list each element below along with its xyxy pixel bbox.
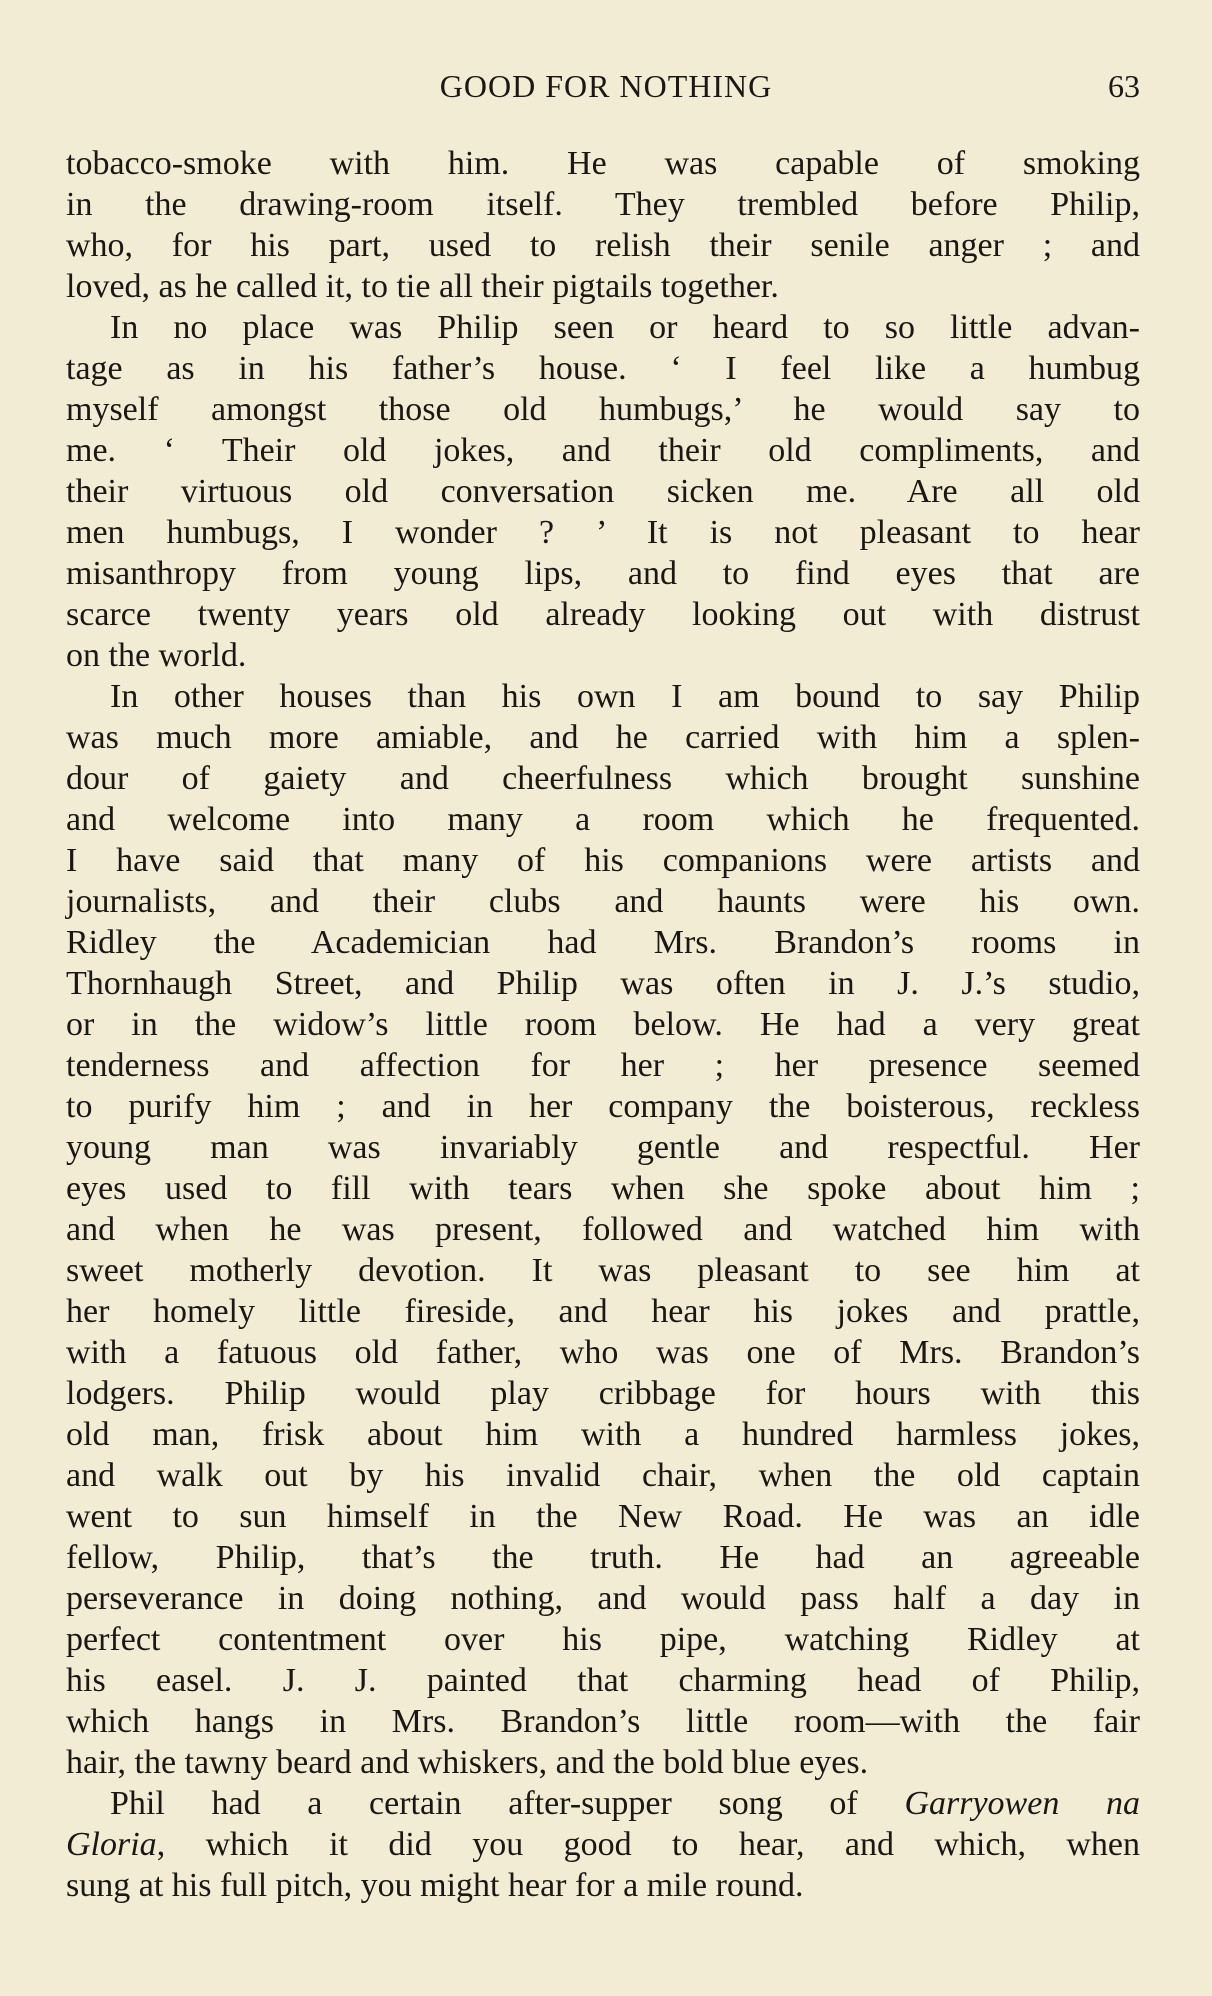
text-line: hair, the tawny beard and whiskers, and the bold blue eyes. bbox=[66, 1744, 869, 1781]
text-line: loved, as he called it, to tie all their pigtails together. bbox=[66, 268, 779, 305]
text-line: fellow, Philip, that’s the truth. He had an agreeable bbox=[66, 1539, 1140, 1576]
text-line: on the world. bbox=[66, 637, 247, 674]
text-line: tenderness and affection for her ; her presence seemed bbox=[66, 1047, 1140, 1084]
running-head bbox=[0, 64, 1212, 108]
text-line: her homely little fireside, and hear his jokes and prattle, bbox=[66, 1293, 1140, 1330]
text-run: Phil had a certain after-supper song of bbox=[110, 1785, 858, 1822]
text-line: and when he was present, followed and watched him with bbox=[66, 1211, 1140, 1248]
text-line: Thornhaugh Street, and Philip was often in J. J.’s studio, bbox=[66, 965, 1140, 1002]
text-line: went to sun himself in the New Road. He was an idle bbox=[66, 1498, 1140, 1535]
body-text bbox=[66, 143, 1140, 1906]
text-line: eyes used to fill with tears when she spoke about him ; bbox=[66, 1170, 1140, 1207]
text-line: I have said that many of his companions were artists and bbox=[66, 842, 1140, 879]
text-line: journalists, and their clubs and haunts were his own. bbox=[66, 883, 1140, 920]
text-line: myself amongst those old humbugs,’ he would say to bbox=[66, 391, 1140, 428]
song-title: Gloria bbox=[66, 1826, 157, 1863]
text-line: in the drawing-room itself. They trembled before Philip, bbox=[66, 186, 1140, 223]
text-line: In no place was Philip seen or heard to so little advan- bbox=[110, 309, 1140, 346]
text-line: In other houses than his own I am bound to say Philip bbox=[110, 678, 1140, 715]
text-line: men humbugs, I wonder ? ’ It is not pleasant to hear bbox=[66, 514, 1140, 551]
text-line: me. ‘ Their old jokes, and their old compliments, and bbox=[66, 432, 1140, 469]
text-line: scarce twenty years old already looking out with distrust bbox=[66, 596, 1140, 633]
text-line bbox=[66, 1824, 1140, 1865]
text-line: to purify him ; and in her company the boisterous, reckless bbox=[66, 1088, 1140, 1125]
text-line: old man, frisk about him with a hundred harmless jokes, bbox=[66, 1416, 1140, 1453]
running-title: GOOD FOR NOTHING bbox=[439, 68, 773, 104]
text-line: sung at his full pitch, you might hear for a mile round. bbox=[66, 1867, 804, 1904]
text-line: their virtuous old conversation sicken me. Are all old bbox=[66, 473, 1140, 510]
text-line: perseverance in doing nothing, and would pass half a day in bbox=[66, 1580, 1140, 1617]
text-line: and welcome into many a room which he frequented. bbox=[66, 801, 1140, 838]
text-line: with a fatuous old father, who was one of Mrs. Brandon’s bbox=[66, 1334, 1140, 1371]
text-line: sweet motherly devotion. It was pleasant to see him at bbox=[66, 1252, 1140, 1289]
text-line: which hangs in Mrs. Brandon’s little room—with the fair bbox=[66, 1703, 1140, 1740]
text-line: tobacco-smoke with him. He was capable of smoking bbox=[66, 145, 1140, 182]
text-line: or in the widow’s little room below. He had a very great bbox=[66, 1006, 1140, 1043]
text-line: was much more amiable, and he carried with him a splen- bbox=[66, 719, 1140, 756]
text-line: his easel. J. J. painted that charming head of Philip, bbox=[66, 1662, 1140, 1699]
text-line: perfect contentment over his pipe, watching Ridley at bbox=[66, 1621, 1140, 1658]
text-line: Ridley the Academician had Mrs. Brandon’s rooms in bbox=[66, 924, 1140, 961]
page-number: 63 bbox=[1108, 68, 1140, 104]
text-run: , which it did you good to hear, and which, when bbox=[156, 1826, 1140, 1863]
text-line: who, for his part, used to relish their senile anger ; and bbox=[66, 227, 1140, 264]
text-line bbox=[66, 1783, 1140, 1824]
song-title: Garryowen na bbox=[904, 1785, 1141, 1822]
text-line: and walk out by his invalid chair, when the old captain bbox=[66, 1457, 1140, 1494]
text-line: misanthropy from young lips, and to find eyes that are bbox=[66, 555, 1140, 592]
text-line: tage as in his father’s house. ‘ I feel like a humbug bbox=[66, 350, 1140, 387]
text-line: dour of gaiety and cheerfulness which brought sunshine bbox=[66, 760, 1140, 797]
text-line: young man was invariably gentle and respectful. Her bbox=[66, 1129, 1140, 1166]
text-line: lodgers. Philip would play cribbage for hours with this bbox=[66, 1375, 1140, 1412]
